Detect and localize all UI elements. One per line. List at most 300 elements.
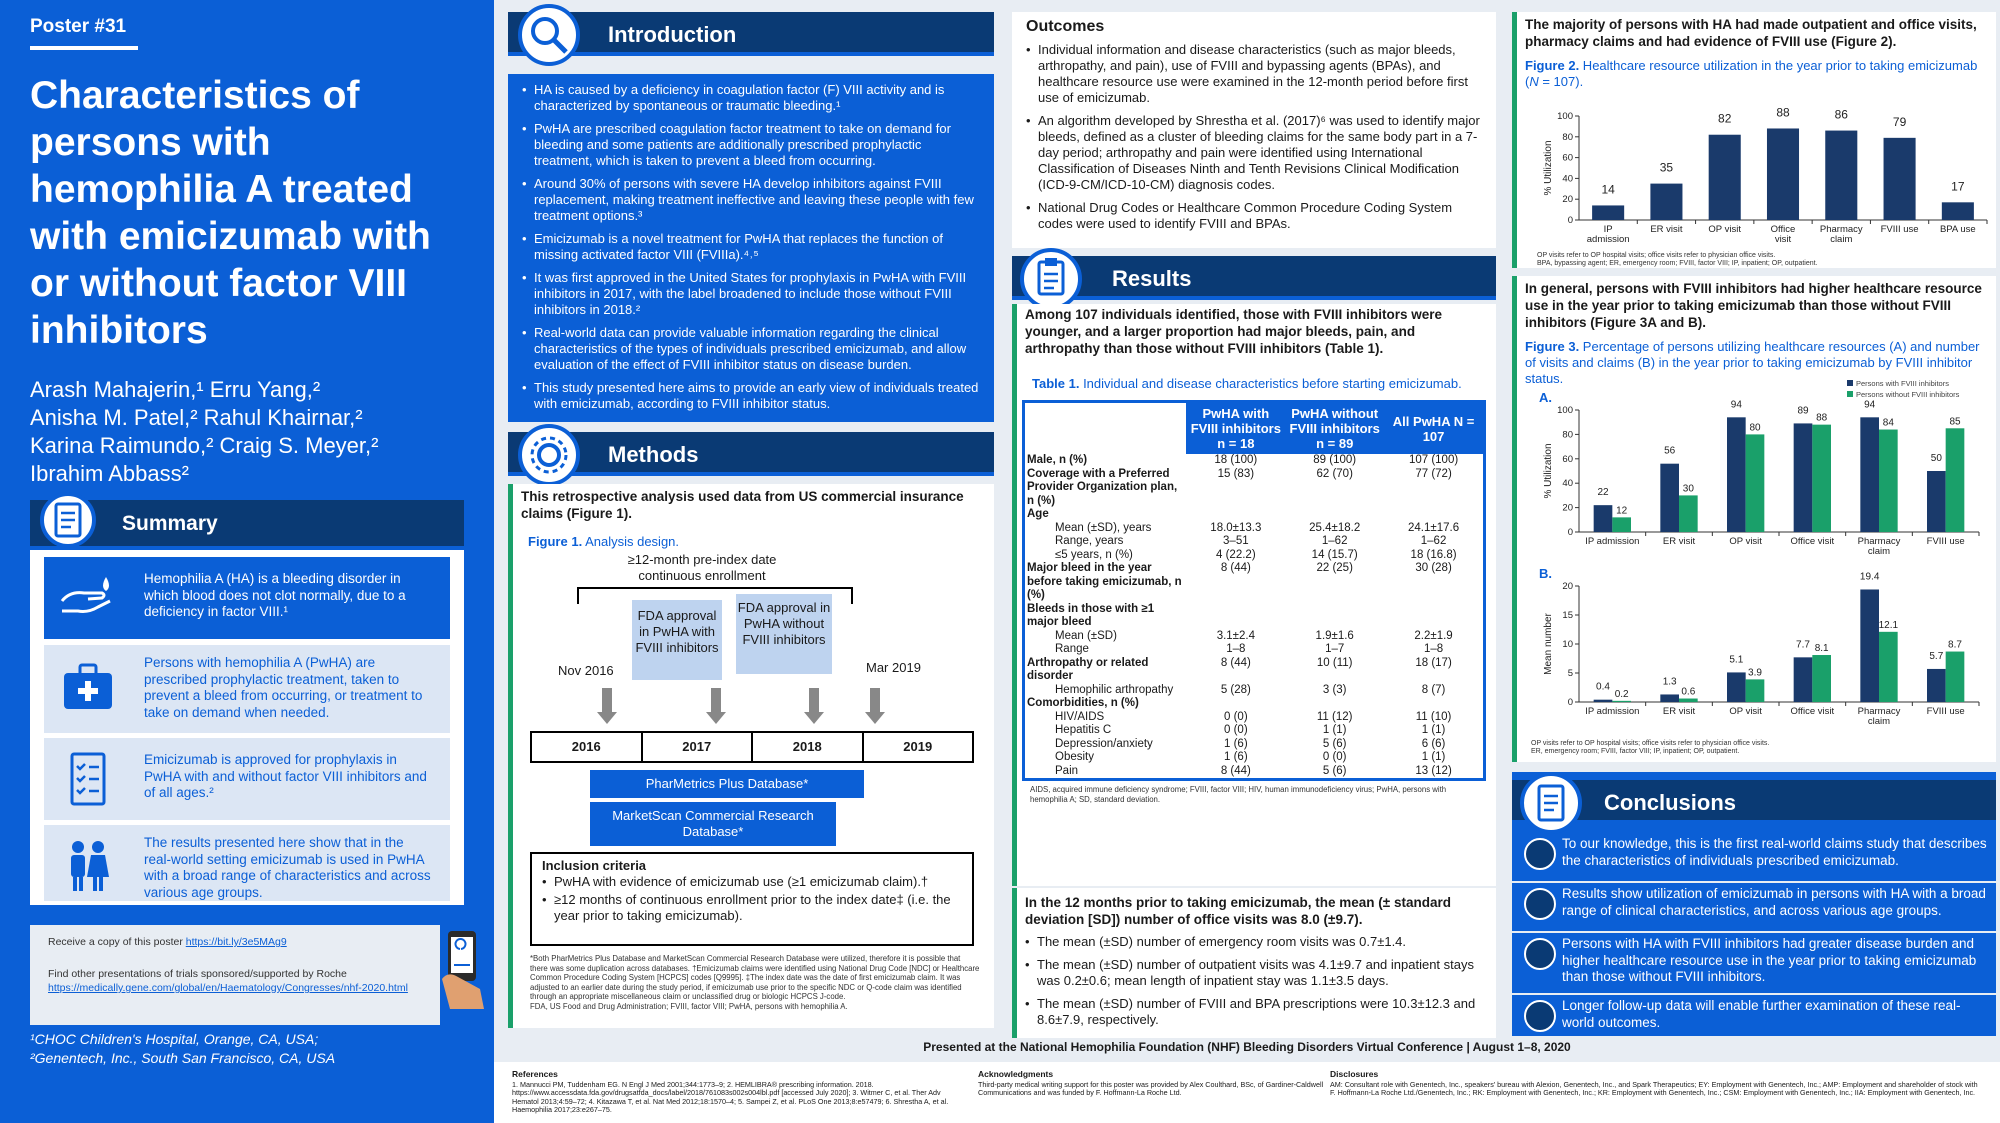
figure3-footnote xyxy=(1531,740,1769,756)
row-label: Bleeds in those with ≥1 major bleed xyxy=(1027,602,1155,628)
methods-lead: This retrospective analysis used data from US commercial insurance claims (Figure 1). xyxy=(521,489,964,521)
row-value: 22 (25) xyxy=(1316,562,1353,574)
table-row xyxy=(1025,454,1483,468)
other-presentations-link[interactable]: https://medically.gene.com/global/en/Haematology/Congresses/nhf-2020.html xyxy=(48,982,408,994)
data-label: 0.6 xyxy=(1681,686,1696,698)
bar xyxy=(1879,632,1898,702)
y-tick-label: 100 xyxy=(1557,405,1573,416)
row-value: 107 (100) xyxy=(1408,454,1459,466)
inclusion-criteria xyxy=(530,852,974,946)
table-row xyxy=(1025,603,1483,630)
visits-bullet: • The mean (±SD) number of outpatient visits was 4.1±9.7 and inpatient stays was 0.2±0.6; mean length of inpatient stay was 1.1±3.5 days. xyxy=(1025,957,1488,989)
copy-link[interactable]: https://bit.ly/3e5MAg9 xyxy=(185,936,287,948)
row-value: 1–62 xyxy=(1420,535,1447,547)
timeline-years xyxy=(530,731,974,763)
data-label: 89 xyxy=(1797,405,1809,417)
row-value: 0 (0) xyxy=(1224,710,1248,723)
conclusion-text: Persons with HA with FVIII inhibitors had greater disease burden and higher healthcare resource use in the year prior to taking emicizumab than those without FVIII inhibitors. xyxy=(1562,936,1977,984)
visits-bullet: • The mean (±SD) number of FVIII and BPA prescriptions were 10.3±12.3 and 8.6±7.9, respectively. xyxy=(1025,996,1488,1028)
figure1-label: Figure 1. xyxy=(528,534,583,549)
intro-bullet: • It was first approved in the United States for prophylaxis in PwHA with FVIII inhibitors in 2017, with the label broadened to include those without FVIII inhibitors in 2018.² xyxy=(522,270,980,318)
figure2-panel xyxy=(1512,12,1996,268)
y-tick-label: 60 xyxy=(1562,152,1573,164)
acknowledgments-text: Third-party medical writing support for this poster was provided by Alex Coulthard, BSc, of Gardiner-Caldwell Communications and was funded by F. Hoffmann-La Roche Ltd. xyxy=(978,1079,1324,1098)
poster-title: Characteristics of persons with hemophilia A treated with emicizumab with or without factor VIII inhibitors xyxy=(30,74,431,352)
row-value xyxy=(1285,697,1384,711)
outcomes-bullet: • An algorithm developed by Shrestha et al. (2017)⁶ was used to identify major bleeds, defined as a cluster of bleeding claims for the same body part in a 7-day period; arthropathy and pain were identified using International Classification of Diseases Ninth and Tenth Revisions Clinical Modification (ICD-9-CM/ICD-10-CM) diagnosis codes. xyxy=(1026,113,1482,193)
other-presentations-text: Find other presentations of trials sponsored/supported by Roche xyxy=(48,968,347,980)
y-tick-label: 5 xyxy=(1567,668,1573,679)
y-tick-label: 40 xyxy=(1562,173,1573,185)
intro-circle xyxy=(518,4,580,66)
bar xyxy=(1746,679,1765,702)
data-label: 17 xyxy=(1951,179,1965,194)
y-tick-label: 20 xyxy=(1562,194,1573,206)
row-label: Range, years xyxy=(1055,535,1124,547)
figure3a-chart xyxy=(1521,398,1997,558)
panel-b-label: B. xyxy=(1539,566,1552,581)
bar xyxy=(1660,464,1679,532)
footnote-text: *Both PharMetrics Plus Database and MarketScan Commercial Research Database were utilized, therefore it is possible that there was some duplication across databases. †Emicizumab claims were identified using National Drug Code [NDC] or Healthcare Common Procedure Coding System [HCPCS] codes [Q9995]. ‡The index date was the date of first emicizumab claim. It was adjusted to an earlier date during the study period, if emicizumab use prior to the specific NDC or Q-code claim was identified through an appropriate miscellaneous claim or unclassified drug or biologic HCPCS J-code. xyxy=(530,954,980,1002)
x-tick-label: ER visit xyxy=(1650,224,1683,235)
row-value: 1–8 xyxy=(1226,643,1246,655)
x-tick-label: OP visit xyxy=(1729,536,1762,547)
figure3-panel xyxy=(1512,276,1996,762)
y-axis-label: % Utilization xyxy=(1543,140,1554,196)
year-label: 2018 xyxy=(753,733,864,761)
figure1 xyxy=(518,526,984,1020)
conclusion-item xyxy=(1512,934,1996,992)
bar xyxy=(1794,423,1813,532)
row-value: 30 (28) xyxy=(1415,562,1452,574)
bar xyxy=(1927,471,1946,532)
footnote-line: ER, emergency room; FVIII, factor VIII; IP, inpatient; OP, outpatient. xyxy=(1531,748,1740,755)
figure1-title: Analysis design. xyxy=(582,534,680,549)
x-tick-label: IP admission xyxy=(1585,536,1640,547)
y-tick-label: 15 xyxy=(1562,610,1573,621)
row-value: 25.4±18.2 xyxy=(1309,521,1361,534)
outcomes-bullet: • Individual information and disease characteristics (such as major bleeds, arthropathy, and pain), use of FVIII and bypassing agents (BPAs), and healthcare resource use were examined in the 12-month period before first use of emicizumab. xyxy=(1026,42,1482,106)
table-col-header: PwHA with FVIII inhibitors n = 18 xyxy=(1186,403,1285,454)
bar xyxy=(1946,652,1965,702)
row-value: 8 (44) xyxy=(1220,764,1251,777)
table-row xyxy=(1025,549,1483,563)
row-value: 1 (1) xyxy=(1421,724,1446,736)
presented-at: Presented at the National Hemophilia Foundation (NHF) Bleeding Disorders Virtual Conference | August 1–8, 2020 xyxy=(923,1040,1571,1054)
conclusion-icon xyxy=(1524,888,1556,920)
x-tick-label: ER visit xyxy=(1662,706,1696,717)
figure2-title-pre: Healthcare resource utilization in the year prior to taking emicizumab ( xyxy=(1525,58,1978,89)
y-tick-label: 20 xyxy=(1562,502,1573,514)
table-row xyxy=(1025,751,1483,765)
row-label: Depression/anxiety xyxy=(1055,737,1153,750)
conclusion-divider xyxy=(1512,993,1996,995)
x-tick-label: FVIII use xyxy=(1880,224,1919,235)
table1-caption xyxy=(1022,368,1486,400)
row-label: Coverage with a Preferred Provider Organization plan, n (%) xyxy=(1027,467,1178,507)
summary-icon xyxy=(40,492,96,548)
data-label: 0.2 xyxy=(1614,688,1629,700)
row-value xyxy=(1186,508,1285,522)
figure2-chart xyxy=(1521,108,1997,248)
y-tick-label: 20 xyxy=(1562,581,1573,592)
year-label: 2017 xyxy=(643,733,754,761)
row-label: Age xyxy=(1027,508,1049,520)
year-label: 2019 xyxy=(903,739,933,754)
intro-bullet: • HA is caused by a deficiency in coagulation factor (F) VIII activity and is characterized by spontaneous or traumatic bleeding.¹ xyxy=(522,82,980,114)
methods-header xyxy=(508,432,994,476)
row-value: 1–62 xyxy=(1321,535,1348,547)
conclusions-circle xyxy=(1520,772,1582,834)
bar xyxy=(1612,701,1631,702)
row-value: 1.9±1.6 xyxy=(1315,629,1354,642)
y-tick-label: 0 xyxy=(1567,215,1573,226)
data-label: 88 xyxy=(1776,108,1790,120)
results-heading: Results xyxy=(1112,266,1192,291)
row-label: Pain xyxy=(1055,764,1079,777)
intro-bullet: • Around 30% of persons with severe HA develop inhibitors against FVIII replacement, making treatment ineffective and leaving these people with few treatment options.³ xyxy=(522,176,980,224)
x-tick-label: Pharmacy xyxy=(1819,224,1863,235)
legend-without: Persons without FVIII inhibitors xyxy=(1856,390,1960,399)
data-label: 12 xyxy=(1616,505,1628,517)
row-value: 1–8 xyxy=(1423,643,1444,655)
summary-text: Hemophilia A (HA) is a bleeding disorder in which blood does not clot normally, due to a deficiency in factor VIII.¹ xyxy=(144,571,406,619)
figure2-caption xyxy=(1525,58,1988,90)
intro-bullets xyxy=(522,82,980,412)
table-row xyxy=(1025,684,1483,698)
conclusion-icon xyxy=(1524,1000,1556,1032)
conclusion-item xyxy=(1512,834,1996,880)
table-row xyxy=(1025,630,1483,644)
y-tick-label: 60 xyxy=(1562,453,1573,465)
methods-heading: Methods xyxy=(608,442,699,467)
legend-swatch-with xyxy=(1847,380,1853,386)
bar xyxy=(1746,434,1765,532)
row-value: 1–7 xyxy=(1325,643,1345,655)
visits-lead: In the 12 months prior to taking emicizumab, the mean (± standard deviation [SD]) number of office visits was 8.0 (±9.7). xyxy=(1025,895,1451,927)
footnote-line: OP visits refer to OP hospital visits; office visits refer to physician office visits. xyxy=(1531,740,1770,747)
intro-header xyxy=(508,12,994,56)
row-label: Mean (±SD), years xyxy=(1055,521,1152,534)
table-row xyxy=(1025,711,1483,725)
row-value: 18.0±13.3 xyxy=(1210,521,1262,534)
row-label: Mean (±SD) xyxy=(1055,629,1117,642)
row-value: 1 (6) xyxy=(1224,737,1248,750)
x-tick-label: Office xyxy=(1770,224,1796,235)
gear-icon xyxy=(522,428,576,482)
table1-label: Table 1. xyxy=(1032,376,1080,391)
x-tick-label: Office visit xyxy=(1790,706,1835,717)
table-row xyxy=(1025,468,1483,509)
table1-grid xyxy=(1025,403,1483,778)
bar xyxy=(1650,184,1682,220)
author-line: Karina Raimundo,² Craig S. Meyer,² xyxy=(30,433,379,458)
bar xyxy=(1612,517,1631,532)
row-label: Arthropathy or related disorder xyxy=(1027,656,1149,682)
conclusions-heading: Conclusions xyxy=(1604,790,1737,815)
row-value: 15 (83) xyxy=(1217,467,1255,480)
row-value: 0 (0) xyxy=(1224,724,1248,736)
x-tick-label: claim xyxy=(1867,546,1891,557)
intro-bullet: • This study presented here aims to provide an early view of individuals treated with emicizumab, according to FVIII inhibitor status. xyxy=(522,380,980,412)
row-label: Obesity xyxy=(1055,751,1094,763)
row-value: 18 (16.8) xyxy=(1410,548,1457,561)
x-tick-label: Pharmacy xyxy=(1857,536,1901,547)
conclusion-item xyxy=(1512,884,1996,930)
conclusion-divider xyxy=(1512,881,1996,883)
row-value: 1 (6) xyxy=(1224,751,1248,763)
bar xyxy=(1767,128,1799,220)
intro-bullet: • PwHA are prescribed coagulation factor treatment to take on demand for bleeding and some patients are additionally prescribed prophylactic treatment, which is taken to prevent a bleed from occurring. xyxy=(522,121,980,169)
bar xyxy=(1592,205,1624,220)
bar xyxy=(1594,505,1613,532)
data-label: 22 xyxy=(1597,487,1609,499)
table-row xyxy=(1025,724,1483,738)
row-value: 6 (6) xyxy=(1421,737,1446,750)
table-row xyxy=(1025,738,1483,752)
magnifier-icon xyxy=(522,8,576,62)
bar xyxy=(1825,131,1857,220)
results-header xyxy=(1012,256,1496,300)
bar xyxy=(1727,672,1746,702)
figure3b-chart xyxy=(1521,572,1997,732)
legend-swatch-without xyxy=(1847,391,1853,397)
authors xyxy=(30,376,480,488)
intro-body xyxy=(508,74,994,422)
outcomes-bullet: • National Drug Codes or Healthcare Common Procedure Coding System codes were used to identify FVIII and BPAs. xyxy=(1026,200,1482,232)
figure2-title-n: N xyxy=(1529,74,1539,89)
disclosures-heading: Disclosures xyxy=(1330,1069,1379,1079)
data-label: 7.7 xyxy=(1796,639,1810,651)
data-label: 88 xyxy=(1816,412,1828,424)
conclusion-divider xyxy=(1512,931,1996,933)
summary-box xyxy=(30,500,464,905)
figure1-footnote xyxy=(530,954,980,1012)
author-line: Arash Mahajerin,¹ Erru Yang,² xyxy=(30,377,321,402)
inclusion-item: • PwHA with evidence of emicizumab use (≥1 emicizumab claim).† xyxy=(542,874,962,890)
footer-bar xyxy=(494,1062,2000,1123)
y-tick-label: 0 xyxy=(1567,697,1573,708)
x-tick-label: OP visit xyxy=(1708,224,1741,235)
row-value xyxy=(1384,603,1483,630)
x-tick-label: ER visit xyxy=(1662,536,1696,547)
bar xyxy=(1709,135,1741,220)
table-corner xyxy=(1025,403,1186,454)
table-row xyxy=(1025,562,1483,603)
methods-circle xyxy=(518,424,580,486)
panel-a-label: A. xyxy=(1539,390,1552,405)
author-line: Anisha M. Patel,² Rahul Khairnar,² xyxy=(30,405,363,430)
row-value: 3–51 xyxy=(1223,535,1249,547)
bar xyxy=(1679,699,1698,702)
fda-approval-2: FDA approval in PwHA without FVIII inhibitors xyxy=(736,594,832,674)
smartphone-icon xyxy=(440,929,486,1009)
data-label: 30 xyxy=(1682,483,1694,495)
table-col-header: All PwHA N = 107 xyxy=(1384,403,1483,454)
row-value: 89 (100) xyxy=(1313,454,1357,466)
conclusion-text: Results show utilization of emicizumab in persons with HA with a broad range of clinical characteristics, and across various age groups. xyxy=(1562,886,1986,918)
footnote-line: OP visits refer to OP hospital visits; office visits refer to physician office visits. xyxy=(1537,252,1776,259)
data-label: 5.7 xyxy=(1929,650,1944,662)
x-tick-label: IP xyxy=(1603,224,1613,235)
outcomes-panel xyxy=(1012,12,1496,248)
conclusions-panel xyxy=(1512,772,1996,1036)
row-value: 14 (15.7) xyxy=(1311,548,1358,561)
summary-item xyxy=(44,645,450,733)
x-tick-label: claim xyxy=(1867,716,1891,727)
summary-text: Emicizumab is approved for prophylaxis in PwHA with and without factor VIII inhibitors and of all ages.² xyxy=(144,752,427,800)
table1-footnote: AIDS, acquired immune deficiency syndrome; FVIII, factor VIII; HIV, human immunodeficiency virus; PwHA, persons with hemophilia A; SD, standard deviation. xyxy=(1030,785,1447,804)
bar xyxy=(1727,417,1746,532)
row-value: 77 (72) xyxy=(1415,467,1452,480)
references xyxy=(512,1070,952,1115)
row-value: 13 (12) xyxy=(1415,764,1452,777)
row-value: 62 (70) xyxy=(1316,467,1353,480)
x-tick-label: IP admission xyxy=(1585,706,1640,717)
row-label: Hepatitis C xyxy=(1055,724,1112,736)
data-label: 14 xyxy=(1601,182,1615,197)
table-col-header: PwHA without FVIII inhibitors n = 89 xyxy=(1285,403,1384,454)
row-label: Range xyxy=(1055,643,1089,655)
y-tick-label: 100 xyxy=(1557,111,1573,122)
bar xyxy=(1884,138,1916,220)
bar xyxy=(1812,425,1831,532)
row-value: 5 (6) xyxy=(1322,764,1347,777)
references-text: 1. Mannucci PM, Tuddenham EG. N Engl J Med 2001;344:1773–9; 2. HEMLIBRA® prescribing information. 2018. https://www.accessdata.fda.gov/drugsatfda_docs/label/2018/761083s002s004lbl.pdf [accessed July 2020]; 3. Witmer C, et al. Ther Adv Hematol 2013;4:59–72; 4. Kitazawa T, et al. Nat Med 2012;18:1570–4; 5. Sampei Z, et al. PLoS One 2013;8:e57479; 6. Shrestha A, et al. Haemophilia 2017;23:e267–75. xyxy=(512,1079,949,1115)
results-lead: Among 107 individuals identified, those with FVIII inhibitors were younger, and a larger proportion had major bleeds, pain, and arthropathy than those without FVIII inhibitors (Table 1). xyxy=(1025,307,1443,356)
visits-bullet: • The mean (±SD) number of emergency room visits was 0.7±1.4. xyxy=(1025,934,1488,950)
acknowledgments-heading: Acknowledgments xyxy=(978,1069,1054,1079)
end-date-label: Mar 2019 xyxy=(866,660,921,675)
row-value: 10 (11) xyxy=(1316,656,1353,669)
row-value: 11 (10) xyxy=(1415,710,1452,723)
medical-kit-icon xyxy=(58,659,118,713)
data-label: 35 xyxy=(1659,160,1674,175)
data-label: 0.4 xyxy=(1596,681,1610,693)
outcomes-heading: Outcomes xyxy=(1026,18,1105,35)
row-value xyxy=(1384,508,1483,522)
data-label: 3.9 xyxy=(1748,667,1762,679)
results-circle xyxy=(1020,248,1082,310)
poster-number: Poster #31 xyxy=(30,16,127,37)
row-value: 4 (22.2) xyxy=(1216,548,1256,561)
database-marketscan: MarketScan Commercial Research Database* xyxy=(590,802,836,846)
row-label: ≤5 years, n (%) xyxy=(1055,548,1133,561)
y-tick-label: 40 xyxy=(1562,478,1573,490)
data-label: 1.3 xyxy=(1662,676,1677,688)
references-heading: References xyxy=(512,1069,558,1079)
summary-text: The results presented here show that in the real-world setting emicizumab is used in PwHA with a broad range of characteristics and across various age groups. xyxy=(144,835,431,900)
x-tick-label: Office visit xyxy=(1790,536,1835,547)
affiliation-line: ¹CHOC Children's Hospital, Orange, CA, USA; xyxy=(30,1031,319,1047)
row-value: 3 (3) xyxy=(1322,683,1347,696)
summary-text: Persons with hemophilia A (PwHA) are prescribed prophylactic treatment, taken to prevent a bleed from occurring, or treatment to take on demand when needed. xyxy=(144,655,423,720)
pre-index-label: ≥12-month pre-index date continuous enrollment xyxy=(627,552,777,583)
clipboard-icon xyxy=(1024,252,1078,306)
figure2-label: Figure 2. xyxy=(1525,58,1580,73)
x-tick-label: Pharmacy xyxy=(1857,706,1901,717)
y-tick-label: 0 xyxy=(1567,527,1573,538)
x-tick-label: OP visit xyxy=(1729,706,1762,717)
row-value: 2.2±1.9 xyxy=(1414,629,1453,642)
inclusion-title: Inclusion criteria xyxy=(542,858,647,873)
x-tick-label: BPA use xyxy=(1939,224,1976,235)
results-visits xyxy=(1012,888,1496,1038)
row-value: 3.1±2.4 xyxy=(1216,629,1255,642)
y-axis-label: Mean number xyxy=(1543,613,1554,675)
row-value: 1 (1) xyxy=(1421,751,1446,763)
row-label: Male, n (%) xyxy=(1027,454,1088,466)
bar xyxy=(1812,655,1831,702)
left-panel xyxy=(0,0,494,1123)
copy-note xyxy=(30,925,440,1025)
timeline-arrows xyxy=(518,684,984,734)
y-tick-label: 80 xyxy=(1562,131,1573,143)
row-label: HIV/AIDS xyxy=(1055,710,1105,723)
figure2-title-post: = 107). xyxy=(1538,74,1584,89)
data-label: 82 xyxy=(1718,111,1732,126)
row-value xyxy=(1384,697,1483,711)
year-label: 2016 xyxy=(532,733,643,761)
y-axis-label: % Utilization xyxy=(1543,443,1554,499)
summary-item xyxy=(44,738,450,820)
row-label: Comorbidities, n (%) xyxy=(1027,697,1139,709)
row-value: 5 (28) xyxy=(1220,683,1251,696)
table-row xyxy=(1025,522,1483,536)
inclusion-item: • ≥12 months of continuous enrollment prior to the index date‡ (i.e. the year prior to taking emicizumab). xyxy=(542,892,962,924)
figure3-label: Figure 3. xyxy=(1525,339,1580,354)
row-value: 0 (0) xyxy=(1322,751,1347,763)
figure1-caption xyxy=(528,534,679,549)
table1-title: Individual and disease characteristics before starting emicizumab. xyxy=(1079,376,1462,391)
data-label: 79 xyxy=(1892,114,1907,129)
bar xyxy=(1679,495,1698,532)
conclusion-text: To our knowledge, this is the first real-world claims study that describes the characteristics of individuals prescribed emicizumab. xyxy=(1562,836,1987,868)
summary-item xyxy=(44,825,450,901)
data-label: 94 xyxy=(1730,399,1742,411)
data-label: 8.1 xyxy=(1814,643,1829,655)
legend-with: Persons with FVIII inhibitors xyxy=(1856,379,1949,388)
bar xyxy=(1860,589,1879,702)
data-label: 12.1 xyxy=(1878,619,1899,631)
intro-heading: Introduction xyxy=(608,22,737,47)
data-label: 80 xyxy=(1749,422,1761,434)
data-label: 50 xyxy=(1930,453,1942,464)
x-tick-label: FVIII use xyxy=(1926,706,1965,717)
table1-body xyxy=(1025,454,1483,778)
data-label: 84 xyxy=(1882,417,1894,429)
y-tick-label: 80 xyxy=(1562,429,1573,441)
footnote-abbrev: FDA, US Food and Drug Administration; FVIII, factor VIII; PwHA, persons with hemophilia A. xyxy=(530,1001,848,1011)
start-date-label: Nov 2016 xyxy=(558,663,614,678)
intro-bullet: • Emicizumab is a novel treatment for PwHA that replaces the function of missing activated factor VIII (FVIIIa).⁴˒⁵ xyxy=(522,231,980,263)
bar xyxy=(1879,430,1898,532)
table-row xyxy=(1025,535,1483,549)
row-value: 5 (6) xyxy=(1322,737,1347,750)
checklist-icon xyxy=(58,752,118,806)
figure2-footnote xyxy=(1537,252,1818,268)
figure3-lead: In general, persons with FVIII inhibitors had higher healthcare resource use in the year prior to taking emicizumab than those without FVIII inhibitors (Figure 3A and B). xyxy=(1525,281,1982,330)
disclosures-text: AM: Consultant role with Genentech, Inc., speakers' bureau with Alexion, Genentech, Inc., and Spark Therapeutics; EY: Employment with Genentech, Inc.; AMP: Employment and shareholder of stock with F. Hoffmann-La Roche Ltd./Genentech, Inc.; RK: Employment with Genentech, Inc.; KR: Employment with Genentech, Inc.; CSM: Employment with Genentech, Inc.; IIA: Employment with Genentech, Inc. xyxy=(1330,1079,1978,1098)
summary-header xyxy=(30,500,464,550)
row-value xyxy=(1186,697,1285,711)
figure3-legend xyxy=(1847,378,1959,400)
row-value: 1 (1) xyxy=(1322,724,1347,736)
data-label: 85 xyxy=(1949,416,1961,428)
x-tick-label: admission xyxy=(1586,234,1630,245)
bar xyxy=(1946,428,1965,532)
affiliation-line: ²Genentech, Inc., South San Francisco, CA, USA xyxy=(30,1050,336,1066)
